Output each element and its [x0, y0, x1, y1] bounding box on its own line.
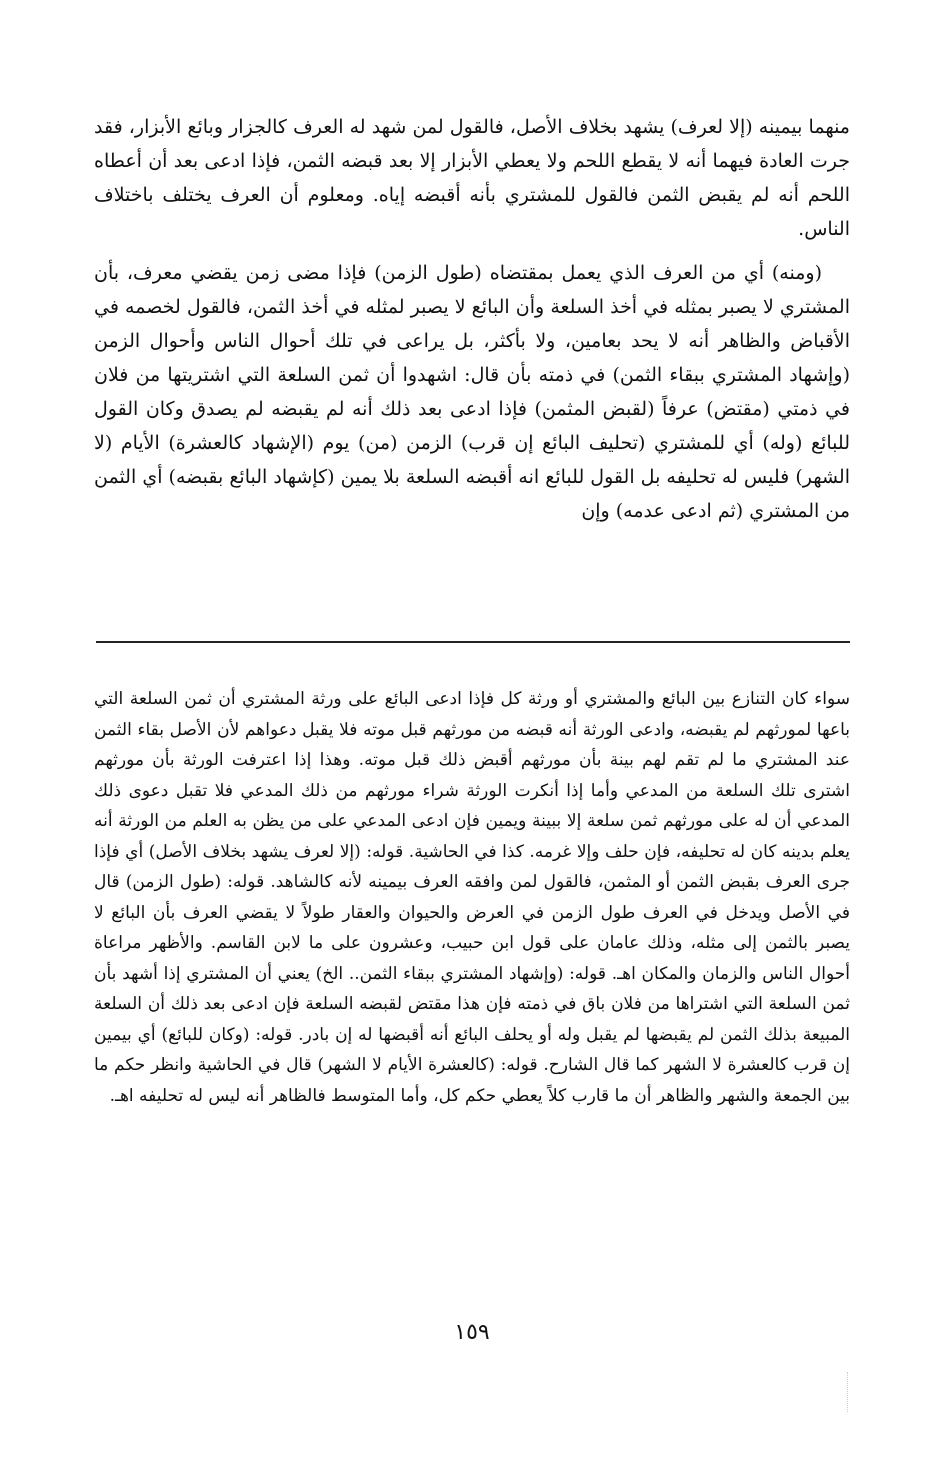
main-text: [94, 110, 850, 528]
page-number: ١٥٩: [454, 1320, 490, 1345]
footnote-divider: [96, 641, 850, 643]
main-paragraph-2: (ومنه) أي من العرف الذي يعمل بمقتضاه (طول الزمن) فإذا مضى زمن يقضي معرف، بأن المشتري لا يصبر بمثله في أخذ السلعة وأن البائع لا يصبر لمثله في أخذ الثمن، فالقول لخصمه في الأقباض والظاهر أنه لا يحد بعامين، ولا بأكثر، بل يراعى في تلك أحوال الناس وأحوال الزمن (وإشهاد المشتري ببقاء الثمن) في ذمته بأن قال: اشهدوا أن ثمن السلعة التي اشتريتها من فلان في ذمتي (مقتض) عرفاً (لقبض المثمن) فإذا ادعى بعد ذلك أنه لم يقبضه لم يصدق وكان القول للبائع (وله) أي للمشتري (تحليف البائع إن قرب) الزمن (من) يوم (الإشهاد كالعشرة) الأيام (لا الشهر) فليس له تحليفه بل القول للبائع انه أقبضه السلعة بلا يمين (كإشهاد البائع بقبضه) أي الثمن من المشتري (ثم ادعى عدمه) وإن: [94, 262, 850, 522]
footnote-text: [94, 684, 850, 1111]
footnote-paragraph: سواء كان التنازع بين البائع والمشتري أو ورثة كل فإذا ادعى البائع على ورثة المشتري أن ثمن السلعة التي باعها لمورثهم لم يقبضه، وادعى الورثة أنه قبضه من مورثهم قبل موته فلا يقبل دعواهم لأن الأصل بقاء الثمن عند المشتري ما لم تقم لهم بينة بأن مورثهم أقبض ذلك قبل موته. وهذا إذا اعترفت الورثة بأن مورثهم اشترى تلك السلعة من المدعي وأما إذا أنكرت الورثة شراء مورثهم من ذلك المدعي فلا تقبل دعوى ذلك المدعي أن له على مورثهم ثمن سلعة إلا ببينة ويمين فإن ادعى المدعي على من يظن به العلم من الورثة أنه يعلم بدينه كان له تحليفه، فإن حلف وإلا غرمه. كذا في الحاشية. قوله: (إلا لعرف يشهد بخلاف الأصل) أي فإذا جرى العرف بقبض الثمن أو المثمن، فالقول لمن وافقه العرف بيمينه لأنه كالشاهد. قوله: (طول الزمن) قال في الأصل ويدخل في العرف طول الزمن في العرض والحيوان والعقار طولاً لا يقضي العرف بأن البائع لا يصبر بالثمن إلى مثله، وذلك عامان على قول ابن حبيب، وعشرون على ما لابن القاسم. والأظهر مراعاة أحوال الناس والزمان والمكان اهـ. قوله: (وإشهاد المشتري ببقاء الثمن.. الخ) يعني أن المشتري إذا أشهد بأن ثمن السلعة التي اشتراها من فلان باق في ذمته فإن هذا مقتض لقبضه السلعة فإن ادعى بعد ذلك أن السلعة المبيعة بذلك الثمن لم يقبضها لم يقبل وله أو يحلف البائع أنه أقبضها له إن بادر. قوله: (وكان للبائع) أي بيمين إن قرب كالعشرة لا الشهر كما قال الشارح. قوله: (كالعشرة الأيام لا الشهر) قال في الحاشية وانظر حكم ما بين الجمعة والشهر والظاهر أن ما قارب كلاً يعطي حكم كل، وأما المتوسط فالظاهر أنه ليس له تحليفه اهـ.: [94, 689, 850, 1106]
main-paragraph-1: منهما بيمينه (إلا لعرف) يشهد بخلاف الأصل، فالقول لمن شهد له العرف كالجزار وبائع الأبزار، فقد جرت العادة فيهما أنه لا يقطع اللحم ولا يعطي الأبزار إلا بعد قبضه الثمن، فإذا ادعى بعد أن أعطاه اللحم أنه لم يقبض الثمن فالقول للمشتري بأنه أقبضه إياه. ومعلوم أن العرف يختلف باختلاف الناس.: [94, 116, 850, 240]
margin-mark: [846, 1372, 848, 1412]
